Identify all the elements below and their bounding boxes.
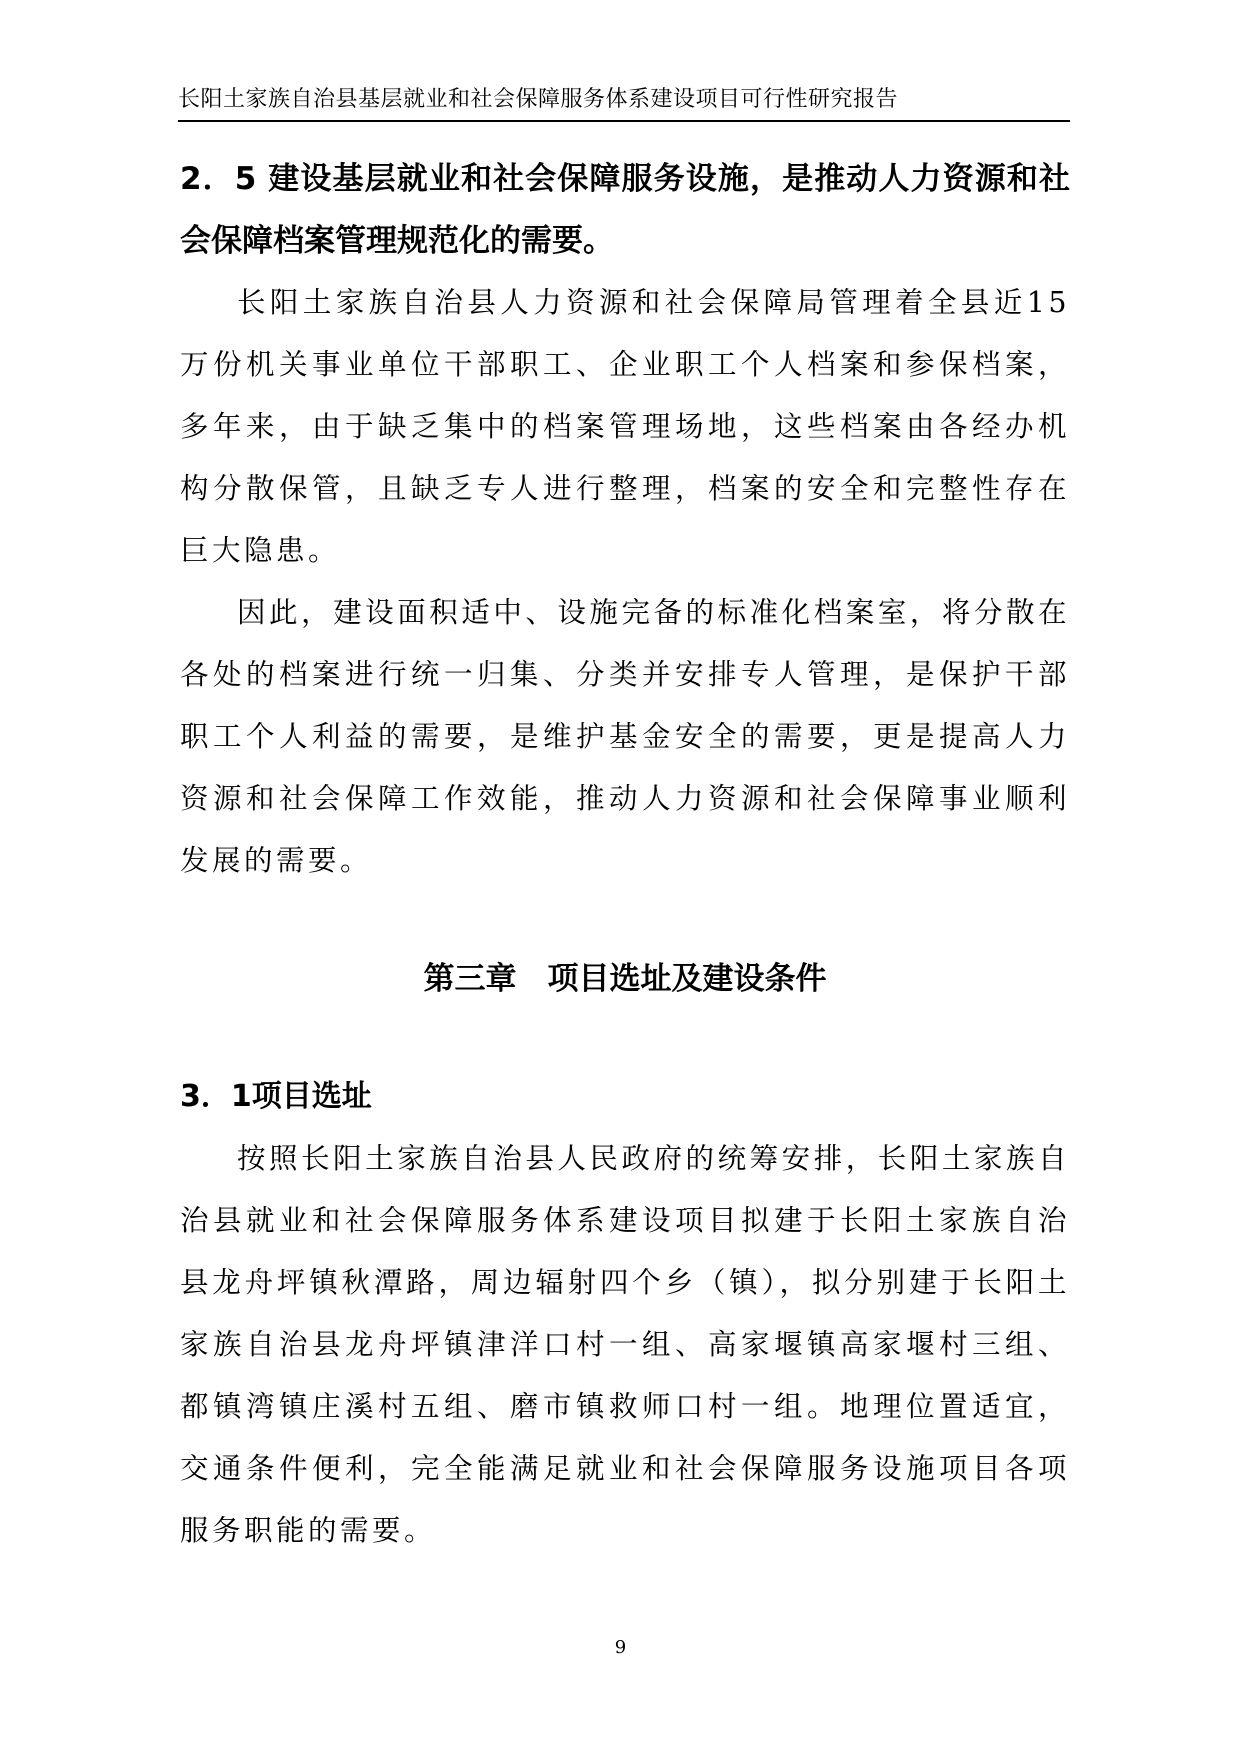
running-header: 长阳土家族自治县基层就业和社会保障服务体系建设项目可行性研究报告 [178,87,899,112]
chapter-title: 第三章 项目选址及建设条件 [423,961,827,997]
header-rule [178,120,1070,122]
spacer [180,1010,1070,1066]
paragraph-site-selection: 按照长阳土家族自治县人民政府的统筹安排，长阳土家族自治县就业和社会保障服务体系建设项目拟建于长阳土家族自治县龙舟坪镇秋潭路，周边辐射四个乡（镇），拟分别建于长阳土家族自治县龙舟坪镇津洋口村一组、高家堰镇高家堰村三组、都镇湾镇庄溪村五组、磨市镇救师口村一组。地理位置适宜，交通条件便利，完全能满足就业和社会保障服务设施项目各项服务职能的需要。 [180,1142,1070,1547]
page-number: 9 [614,1637,627,1658]
section-heading-3-1: 3．1项目选址 [180,1079,372,1114]
paragraph-archives-status: 长阳土家族自治县人力资源和社会保障局管理着全县近15万份机关事业单位干部职工、企业职工个人档案和参保档案，多年来，由于缺乏集中的档案管理场地，这些档案由各经办机构分散保管，且缺乏专人进行整理，档案的安全和完整性存在巨大隐患。 [180,286,1070,567]
spacer [180,892,1070,948]
paragraph-archives-need: 因此，建设面积适中、设施完备的标准化档案室，将分散在各处的档案进行统一归集、分类并安排专人管理，是保护干部职工个人利益的需要，是维护基金安全的需要，更是提高人力资源和社会保障工作效能，推动人力资源和社会保障事业顺利发展的需要。 [180,596,1070,877]
document-body [180,148,1070,1562]
section-heading-2-5: 2．5 建设基层就业和社会保障服务设施，是推动人力资源和社会保障档案管理规范化的需要。 [180,161,1070,259]
